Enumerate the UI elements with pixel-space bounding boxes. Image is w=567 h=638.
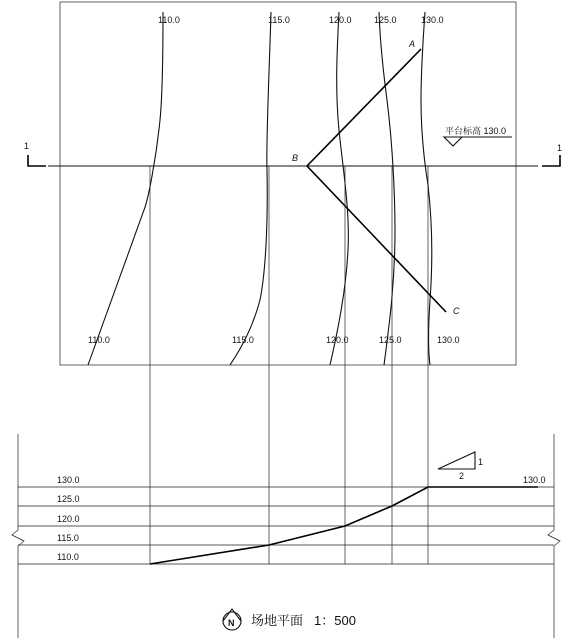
bottom-contour-label: 115.0 [232,335,254,345]
section-mark-right [542,155,560,166]
level-label: 120.0 [57,514,80,524]
point-b-label: B [292,153,299,163]
drawing-title: 场地平面 [251,613,304,628]
bottom-contour-label: 110.0 [88,335,110,345]
top-contour-label: 125.0 [374,15,397,25]
section-right-break-line [548,434,560,638]
contour-line-125 [379,12,395,365]
plan-frame [60,2,516,365]
point-a-label: A [409,39,416,49]
level-label: 110.0 [57,552,79,562]
right-level-label: 130.0 [523,475,546,485]
contour-line-120 [330,12,348,365]
section-mark-left-label: 1 [24,141,30,151]
slope-triangle-icon [438,452,475,469]
section-mark-left [28,155,46,166]
section-mark-right-label: 1 [557,143,563,153]
platform-boundary [307,49,446,312]
slope-run-label: 2 [459,471,465,481]
contour-line-115 [230,12,271,365]
bottom-contour-label: 120.0 [326,335,349,345]
elevation-triangle-icon [444,137,462,146]
level-label: 115.0 [57,533,79,543]
point-c-label: C [453,306,460,316]
slope-rise-label: 1 [478,457,484,467]
bottom-contour-label: 125.0 [379,335,402,345]
bottom-contour-label: 130.0 [437,335,460,345]
drawing-scale: 1：500 [314,613,356,628]
contour-line-110 [88,12,163,365]
contour-line-130 [421,12,432,365]
top-contour-label: 120.0 [329,15,352,25]
ground-profile [150,487,538,564]
north-letter: N [228,618,235,628]
top-contour-label: 110.0 [158,15,180,25]
top-contour-label: 130.0 [421,15,444,25]
level-label: 125.0 [57,494,80,504]
section-left-break-line [12,434,24,638]
platform-elevation-label: 平台标高 130.0 [445,126,507,136]
north-arrow-icon [223,609,241,630]
top-contour-label: 115.0 [268,15,290,25]
level-label: 130.0 [57,475,80,485]
